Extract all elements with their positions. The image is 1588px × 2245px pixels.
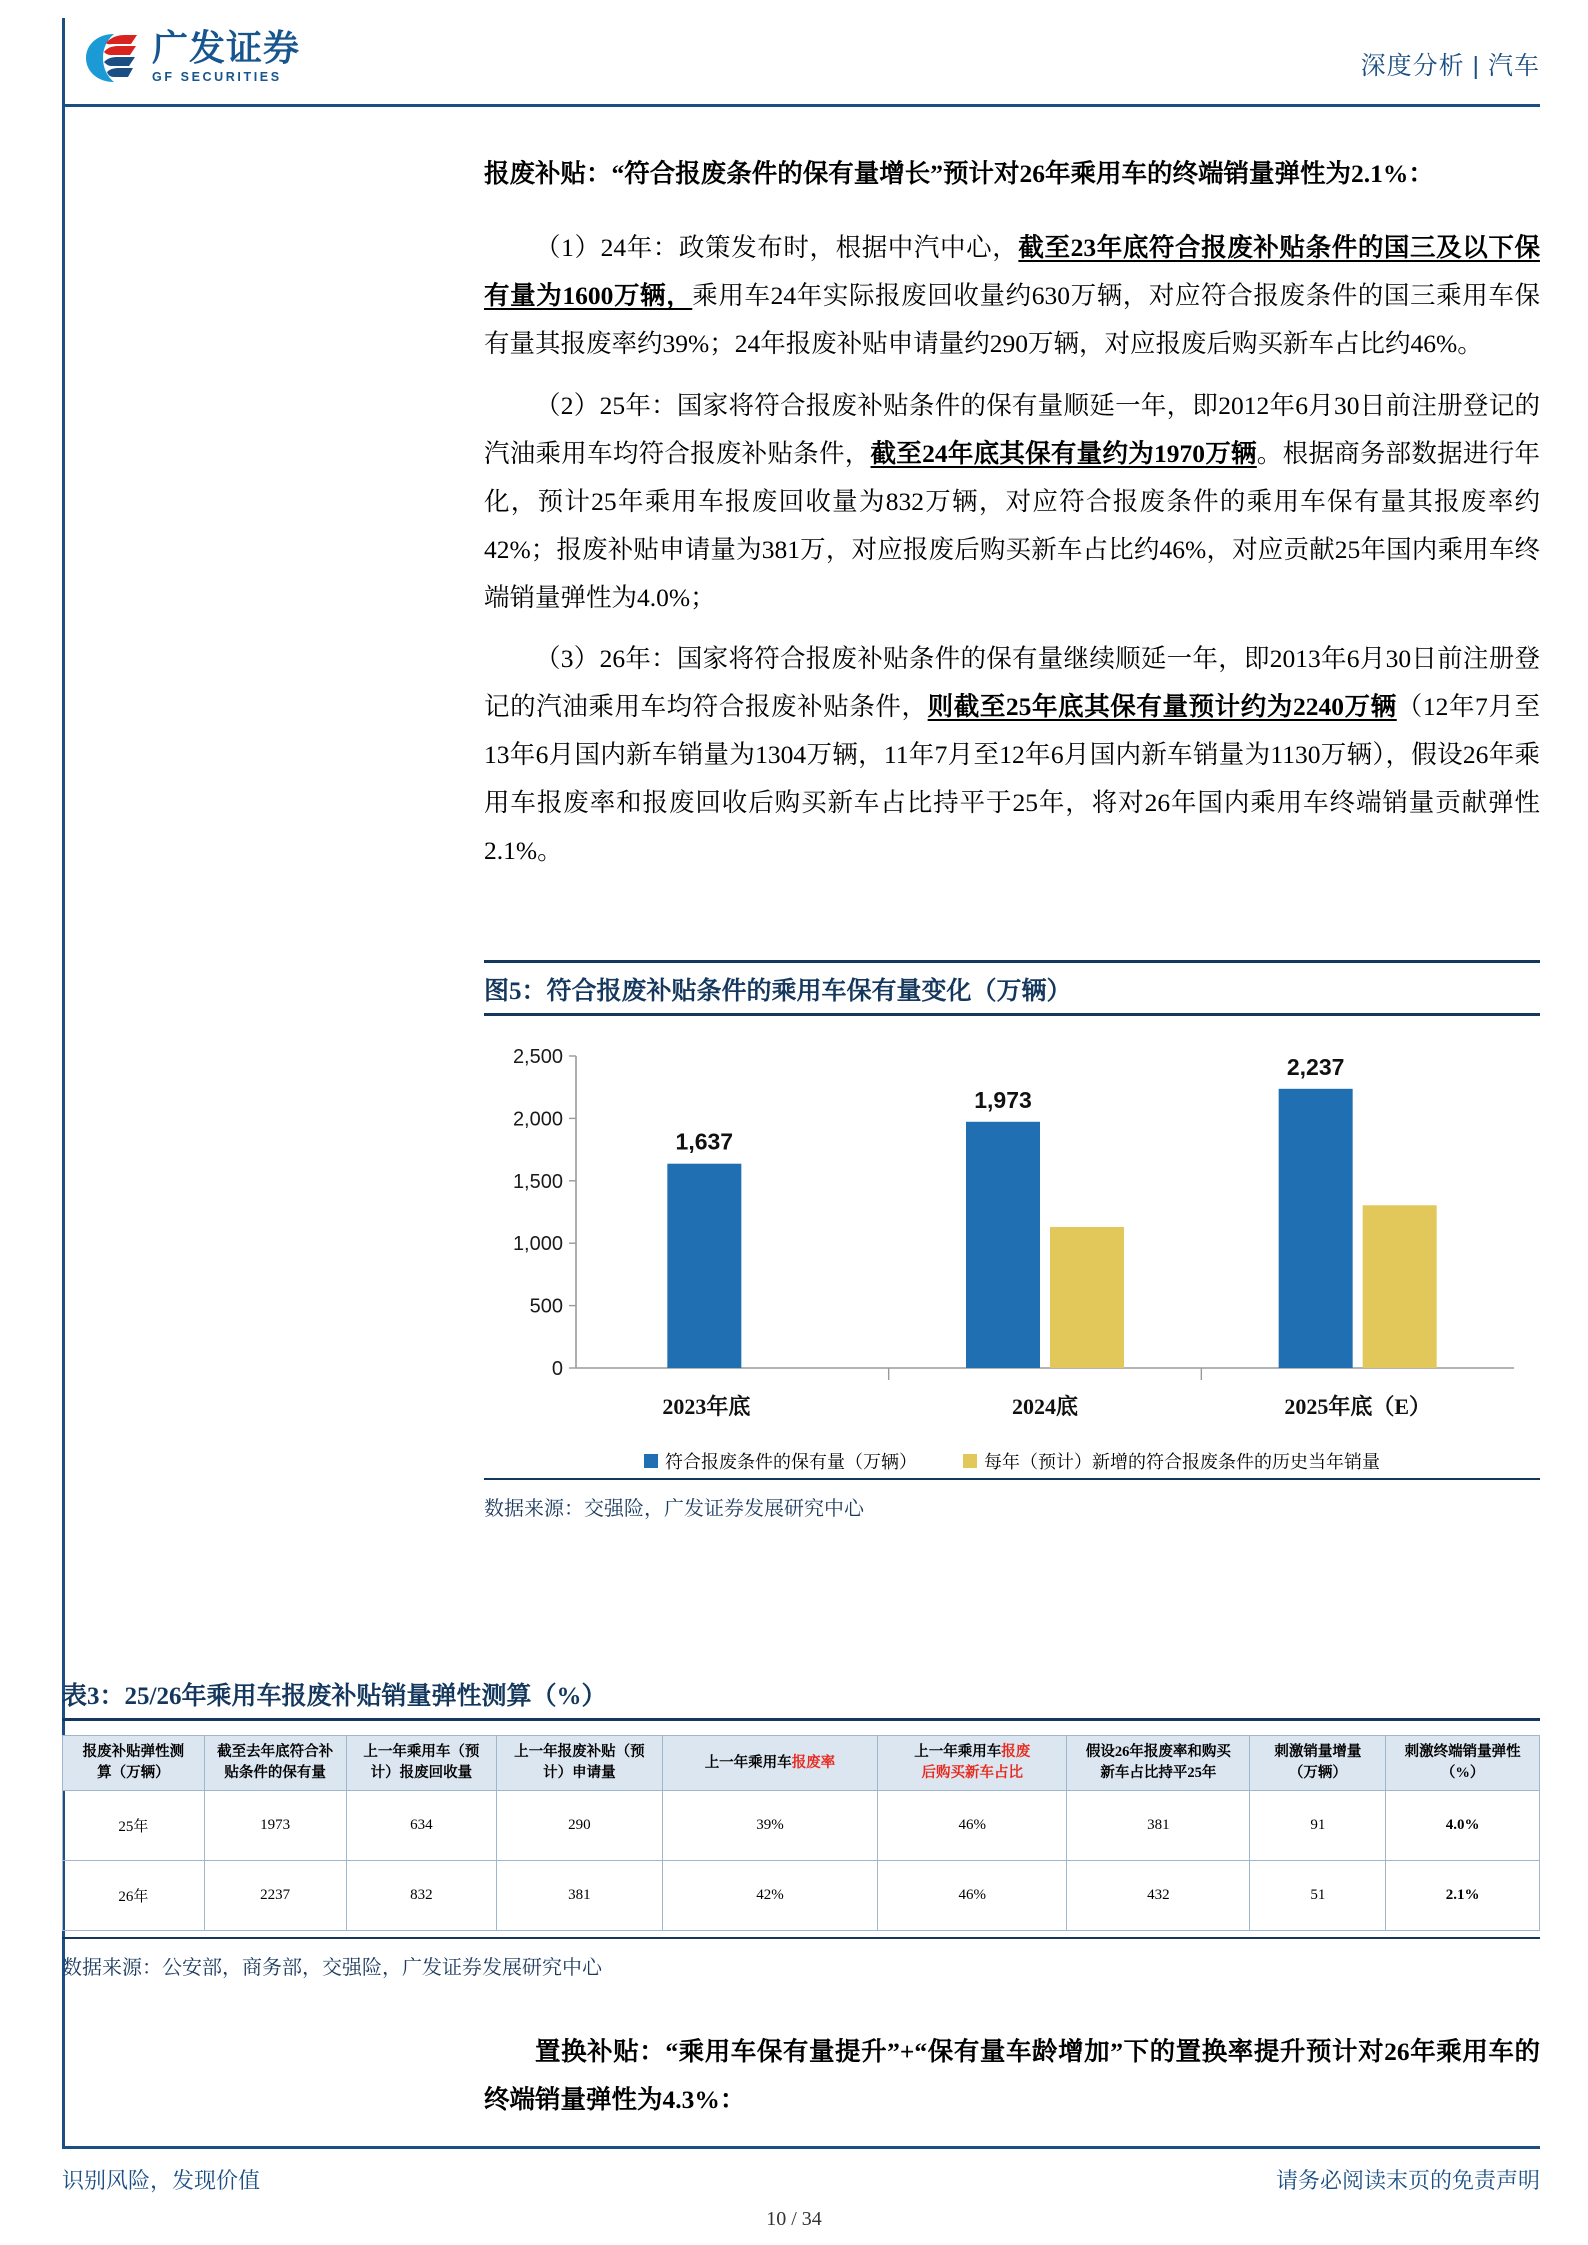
legend-label-0: 符合报废条件的保有量（万辆）	[665, 1452, 917, 1472]
y-axis-tick-label: 1,000	[512, 1233, 563, 1256]
footer-left-text: 识别风险，发现价值	[62, 2168, 261, 2193]
y-axis-tick-label: 2,000	[512, 1108, 563, 1131]
table-3-title: 表3：25/26年乘用车报废补贴销量弹性测算（%）	[62, 1683, 607, 1710]
p1-part-a: （1）24年：政策发布时，根据中汽中心，	[535, 232, 1019, 262]
th6-line1: 假设26年报废率和购买	[1085, 1744, 1231, 1760]
th4-line1-red: 报废率	[791, 1754, 836, 1771]
y-axis-tick-label: 2,500	[512, 1046, 563, 1068]
p2-part-b: 。根据商务部数据进行年化，预计25年乘用车报废回收量为832万辆，对应符合报废条件的乘用车保有量其报废率约42%；报废补贴申请量为381万，对应报废后购买新车占比约46%，对应贡献25年国内乘用车终端销量弹性为4.0%；	[484, 438, 1540, 612]
x-axis-category-label: 2025年底（E）	[1284, 1394, 1432, 1419]
bar-value-label-1: 1,973	[974, 1086, 1032, 1113]
header-divider	[62, 104, 1540, 107]
legend-swatch-blue	[644, 1454, 658, 1468]
table-row	[63, 1791, 1540, 1861]
page-footer	[62, 2164, 1540, 2195]
th6-line2: 新车占比持平25年	[1100, 1765, 1217, 1782]
table-row	[63, 1861, 1540, 1931]
bar-series-0-2	[1279, 1089, 1353, 1368]
p2-part-a: （2）25年：国家将符合报废补贴条件的保有量顺延一年，即2012年6月30日前注册登记的汽油乘用车均符合报废补贴条件，	[484, 390, 1540, 468]
table-cell-r1-c7: 51	[1250, 1861, 1386, 1931]
table-cell-r1-c0: 26年	[63, 1861, 205, 1931]
th0-line1: 报废补贴弹性测	[82, 1744, 185, 1760]
legend-item-1	[963, 1448, 1380, 1474]
table-cell-r0-c7: 91	[1250, 1791, 1386, 1861]
p3-part-a: （3）26年：国家将符合报废补贴条件的保有量继续顺延一年，即2013年6月30日前注册登记的汽油乘用车均符合报废补贴条件，	[484, 644, 1540, 722]
table-cell-r0-c1: 1973	[204, 1791, 346, 1861]
bar-series-1-1	[1050, 1227, 1124, 1368]
figure-source: 数据来源：交强险，广发证券发展研究中心	[484, 1498, 864, 1520]
paragraph-1	[484, 224, 1540, 368]
paragraph-2	[484, 382, 1540, 622]
page-number: 10 / 34	[766, 2208, 822, 2230]
p1-underlined: 截至23年底符合报废补贴条件的国三及以下保有量为1600万辆，	[484, 232, 1540, 310]
legend-label-1: 每年（预计）新增的符合报废条件的历史当年销量	[984, 1452, 1380, 1472]
x-axis-category-label: 2023年底	[662, 1394, 751, 1419]
th5-line1-red: 报废	[1001, 1744, 1031, 1760]
p1-part-b: 乘用车24年实际报废回收量约630万辆，对应符合报废条件的国三乘用车保有量其报废率约39%；24年报废补贴申请量约290万辆，对应报废后购买新车占比约46%。	[484, 280, 1540, 358]
bar-series-0-1	[966, 1122, 1040, 1368]
table-cell-r1-c3: 381	[497, 1861, 662, 1931]
table-source: 数据来源：公安部，商务部，交强险，广发证券发展研究中心	[62, 1957, 602, 1980]
p3-underlined: 则截至25年底其保有量预计约为2240万辆	[927, 692, 1397, 722]
legend-swatch-yellow	[963, 1454, 977, 1468]
bar-series-0-0	[667, 1164, 741, 1368]
lead-text: 报废补贴：“符合报废条件的保有量增长”预计对26年乘用车的终端销量弹性为2.1%：	[484, 159, 1434, 188]
table-cell-r1-c2: 832	[346, 1861, 497, 1931]
th1-line2: 贴条件的保有量	[224, 1765, 326, 1782]
tail-paragraph-block	[484, 2028, 1540, 2124]
th-col-4	[662, 1736, 878, 1791]
th-col-1	[204, 1736, 346, 1791]
figure-5-block	[484, 960, 1540, 1521]
th4-line1: 上一年乘用车	[704, 1754, 792, 1771]
th5-line1: 上一年乘用车	[914, 1744, 1002, 1760]
table-cell-r0-c8: 4.0%	[1386, 1791, 1540, 1861]
th-col-7	[1250, 1736, 1386, 1791]
gf-securities-logo	[84, 27, 301, 85]
gf-logo-icon	[84, 31, 142, 85]
th7-line2: （万辆）	[1288, 1765, 1347, 1782]
tail-paragraph: 置换补贴：“乘用车保有量提升”+“保有量车龄增加”下的置换率提升预计对26年乘用车的终端销量弹性为4.3%：	[484, 2037, 1540, 2114]
table-3-block	[62, 1676, 1540, 1980]
th3-line2: 计）申请量	[543, 1765, 616, 1782]
th0-line2: 算（万辆）	[97, 1765, 170, 1782]
table-cell-r1-c4: 42%	[662, 1861, 878, 1931]
th2-line2: 计）报废回收量	[370, 1765, 473, 1782]
th-col-0	[63, 1736, 205, 1791]
chart-legend	[484, 1448, 1540, 1474]
th-col-3	[497, 1736, 662, 1791]
th7-line1: 刺激销量增量	[1274, 1744, 1362, 1760]
y-axis-tick-label: 500	[529, 1295, 563, 1318]
p3-part-b: （12年7月至13年6月国内新车销量为1304万辆，11年7月至12年6月国内新车销量为1130万辆），假设26年乘用车报废率和报废回收后购买新车占比持平于25年，将对26年国内乘用车终端销量贡献弹性2.1%。	[484, 692, 1540, 866]
legend-item-0	[644, 1448, 917, 1474]
table-cell-r1-c6: 432	[1067, 1861, 1250, 1931]
th-col-8	[1386, 1736, 1540, 1791]
table-cell-r1-c8: 2.1%	[1386, 1861, 1540, 1931]
y-axis-tick-label: 0	[551, 1358, 563, 1380]
th2-line1: 上一年乘用车（预	[363, 1744, 480, 1760]
th-col-6	[1067, 1736, 1250, 1791]
table-cell-r0-c2: 634	[346, 1791, 497, 1861]
bar-chart	[484, 1038, 1540, 1438]
th-col-5	[878, 1736, 1067, 1791]
p2-underlined: 截至24年底其保有量约为1970万辆	[870, 438, 1257, 468]
table-cell-r0-c4: 39%	[662, 1791, 878, 1861]
bar-value-label-2: 2,237	[1286, 1053, 1345, 1080]
footer-right-text: 请务必阅读末页的免责声明	[1275, 2168, 1540, 2193]
paragraph-3	[484, 635, 1540, 875]
y-axis-tick-label: 1,500	[512, 1170, 563, 1193]
th3-line1: 上一年报废补贴（预	[514, 1744, 645, 1760]
body-content	[484, 150, 1540, 889]
header-section-label: 深度分析 | 汽车	[1360, 52, 1540, 80]
table-cell-r0-c5: 46%	[878, 1791, 1067, 1861]
figure-5-title: 图5：符合报废补贴条件的乘用车保有量变化（万辆）	[484, 978, 1072, 1005]
elasticity-table	[62, 1735, 1540, 1931]
figure-title-underline	[484, 1013, 1540, 1016]
table-cell-r1-c1: 2237	[204, 1861, 346, 1931]
table-cell-r0-c6: 381	[1067, 1791, 1250, 1861]
table-header-row	[63, 1736, 1540, 1791]
th8-line2: （%）	[1440, 1765, 1485, 1782]
table-title-underline	[62, 1718, 1540, 1721]
section-lead-paragraph	[484, 150, 1540, 198]
logo-chinese-text: 广发证券	[152, 27, 301, 68]
th5-line2-red: 后购买新车占比	[921, 1765, 1024, 1782]
logo-english-text: GF SECURITIES	[152, 70, 282, 84]
table-cell-r1-c5: 46%	[878, 1861, 1067, 1931]
x-axis-category-label: 2024底	[1011, 1394, 1079, 1419]
table-cell-r0-c0: 25年	[63, 1791, 205, 1861]
th8-line1: 刺激终端销量弹性	[1404, 1744, 1521, 1760]
page-header	[62, 24, 1540, 102]
table-cell-r0-c3: 290	[497, 1791, 662, 1861]
footer-divider	[62, 2146, 1540, 2149]
th-col-2	[346, 1736, 497, 1791]
bar-series-1-2	[1363, 1205, 1437, 1368]
bar-value-label-0: 1,637	[675, 1128, 734, 1155]
th1-line1: 截至去年底符合补	[217, 1744, 334, 1760]
